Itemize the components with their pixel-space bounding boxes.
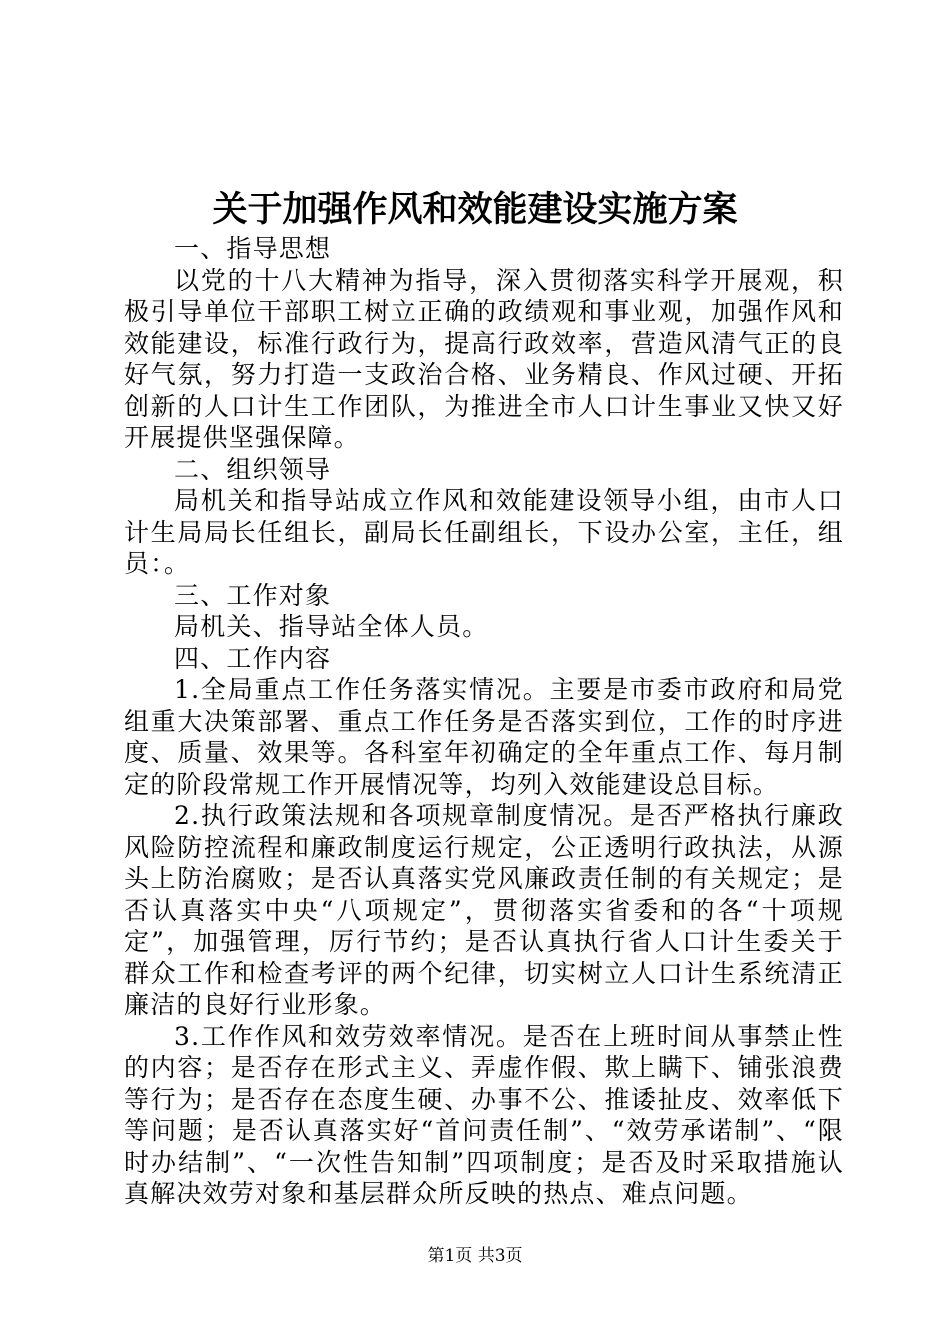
- paragraph-organization: 局机关和指导站成立作风和效能建设领导小组，由市人口计生局局长任组长，副局长任副组长，下设办公室，主任，组员：。: [124, 486, 844, 578]
- section-heading-organization: 二、组织领导: [174, 454, 332, 484]
- document-title: 关于加强作风和效能建设实施方案: [212, 189, 738, 230]
- paragraph-work-targets: 局机关、指导站全体人员。: [174, 612, 489, 641]
- paragraph-guiding-ideology: 以党的十八大精神为指导，深入贯彻落实科学开展观，积极引导单位干部职工树立正确的政绩观和事业观，加强作风和效能建设，标准行政行为，提高行政效率，营造风清气正的良好气氛，努力打造一支政治合格、业务精良、作风过硬、开拓创新的人口计生工作团队，为推进全市人口计生事业又快又好开展提供坚强保障。: [124, 265, 844, 452]
- section-heading-work-targets: 三、工作对象: [174, 580, 332, 610]
- paragraph-work-content-2: 2.执行政策法规和各项规章制度情况。是否严格执行廉政风险防控流程和廉政制度运行规定，公正透明行政执法，从源头上防治腐败；是否认真落实党风廉政责任制的有关规定；是否认真落实中央“八项规定”，贯彻落实省委和的各“十项规定”，加强管理，厉行节约；是否认真执行省人口计生委关于群众工作和检查考评的两个纪律，切实树立人口计生系统清正廉洁的良好行业形象。: [124, 801, 844, 1019]
- page-footer: 第1页 共3页: [427, 1246, 523, 1266]
- paragraph-work-content-3: 3.工作作风和效劳效率情况。是否在上班时间从事禁止性的内容；是否存在形式主义、弄虚作假、欺上瞒下、铺张浪费等行为；是否存在态度生硬、办事不公、推诿扯皮、效率低下等问题；是否认真落实好“首问责任制”、“效劳承诺制”、“限时办结制”、“一次性告知制”四项制度；是否及时采取措施认真解决效劳对象和基层群众所反映的热点、难点问题。: [124, 1021, 844, 1208]
- section-heading-work-content: 四、工作内容: [174, 643, 332, 673]
- paragraph-work-content-1: 1.全局重点工作任务落实情况。主要是市委市政府和局党组重大决策部署、重点工作任务是否落实到位，工作的时序进度、质量、效果等。各科室年初确定的全年重点工作、每月制定的阶段常规工作开展情况等，均列入效能建设总目标。: [124, 675, 844, 799]
- section-heading-guiding-ideology: 一、指导思想: [174, 234, 332, 263]
- document-body: [124, 233, 844, 1210]
